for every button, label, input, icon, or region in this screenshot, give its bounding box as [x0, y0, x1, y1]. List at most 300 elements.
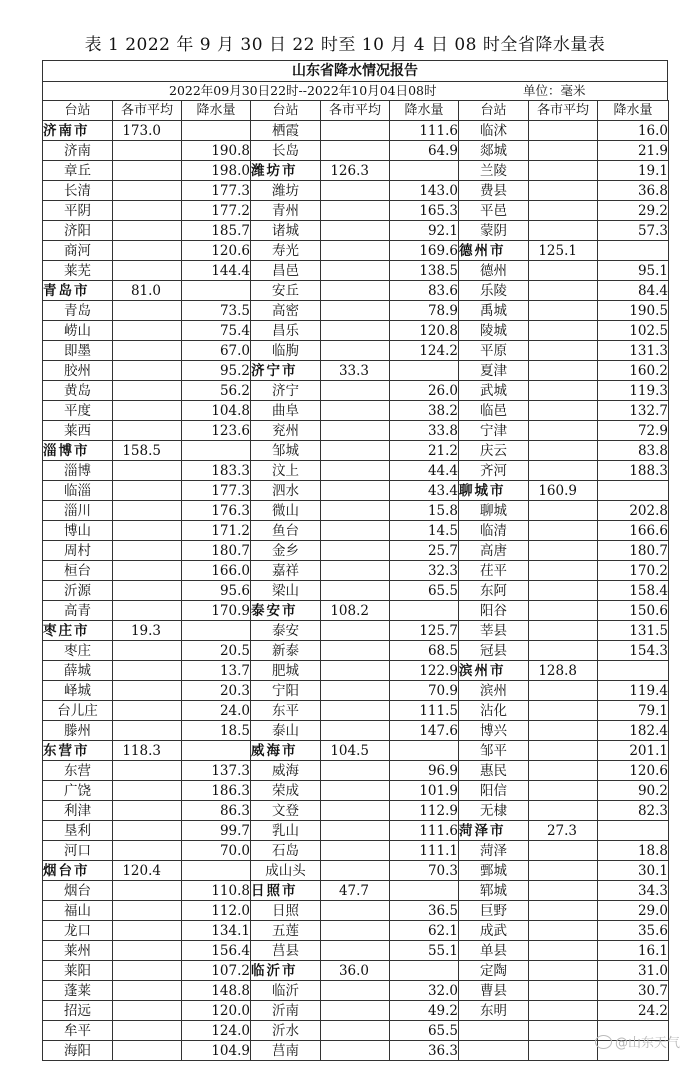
city-name: 聊城市: [459, 481, 529, 501]
city-average: [321, 561, 390, 581]
city-average: [113, 881, 182, 901]
rainfall-value: 16.1: [598, 941, 669, 961]
city-average: [321, 241, 390, 261]
rainfall-value: 64.9: [390, 141, 459, 161]
city-average: [113, 181, 182, 201]
city-average: [321, 801, 390, 821]
city-average: [321, 761, 390, 781]
city-average: [113, 481, 182, 501]
station-name: 单县: [459, 941, 529, 961]
rainfall-report-sheet: [42, 60, 668, 1061]
city-average: [321, 141, 390, 161]
station-name: 滕州: [43, 721, 113, 741]
city-average: [321, 1021, 390, 1041]
city-average: 120.4: [113, 861, 182, 881]
rainfall-value: 21.2: [390, 441, 459, 461]
table-row: [43, 841, 669, 861]
rainfall-value: 83.8: [598, 441, 669, 461]
city-average: [321, 1001, 390, 1021]
station-name: 诸城: [251, 221, 321, 241]
table-row: [43, 1001, 669, 1021]
station-name: 石岛: [251, 841, 321, 861]
table-row: [43, 581, 669, 601]
station-name: 文登: [251, 801, 321, 821]
table-row: [43, 601, 669, 621]
rainfall-value: 183.3: [182, 461, 251, 481]
station-name: 崂山: [43, 321, 113, 341]
city-average: [529, 501, 598, 521]
city-average: [529, 321, 598, 341]
city-average: [529, 401, 598, 421]
rainfall-value: 95.2: [182, 361, 251, 381]
city-average: [529, 701, 598, 721]
rainfall-value: 57.3: [598, 221, 669, 241]
city-average: 108.2: [321, 601, 390, 621]
city-average: [529, 721, 598, 741]
table-row: [43, 301, 669, 321]
station-name: 高密: [251, 301, 321, 321]
city-name: 济宁市: [251, 361, 321, 381]
city-average: 125.1: [529, 241, 598, 261]
city-average: [321, 201, 390, 221]
city-average: [113, 501, 182, 521]
city-average: [113, 561, 182, 581]
rainfall-value: 30.1: [598, 861, 669, 881]
table-row: [43, 781, 669, 801]
rainfall-value: 34.3: [598, 881, 669, 901]
rainfall-value: 49.2: [390, 1001, 459, 1021]
table-row: [43, 821, 669, 841]
station-name: 泰山: [251, 721, 321, 741]
rainfall-value: 73.5: [182, 301, 251, 321]
station-name: 定陶: [459, 961, 529, 981]
station-name: 青岛: [43, 301, 113, 321]
rainfall-value: 170.2: [598, 561, 669, 581]
rainfall-value: 14.5: [390, 521, 459, 541]
rainfall-value: 182.4: [598, 721, 669, 741]
rainfall-value: [598, 481, 669, 501]
city-average: [113, 161, 182, 181]
station-name: 莱芜: [43, 261, 113, 281]
station-name: 郯城: [459, 141, 529, 161]
rainfall-value: 177.2: [182, 201, 251, 221]
city-average: [529, 261, 598, 281]
station-name: 临邑: [459, 401, 529, 421]
station-name: 平度: [43, 401, 113, 421]
station-name: 夏津: [459, 361, 529, 381]
rainfall-value: 56.2: [182, 381, 251, 401]
rainfall-value: [390, 881, 459, 901]
city-average: [529, 361, 598, 381]
city-average: 47.7: [321, 881, 390, 901]
city-average: [321, 621, 390, 641]
city-average: [321, 541, 390, 561]
city-name: 菏泽市: [459, 821, 529, 841]
station-name: 博兴: [459, 721, 529, 741]
station-name: 长岛: [251, 141, 321, 161]
city-name: 青岛市: [43, 281, 113, 301]
station-name: 泗水: [251, 481, 321, 501]
station-name: 沂南: [251, 1001, 321, 1021]
rainfall-value: [390, 601, 459, 621]
station-name: 茌平: [459, 561, 529, 581]
rainfall-value: 67.0: [182, 341, 251, 361]
city-average: [321, 901, 390, 921]
rainfall-value: 25.7: [390, 541, 459, 561]
table-row: [43, 381, 669, 401]
table-row: [43, 541, 669, 561]
city-average: [529, 921, 598, 941]
city-average: [113, 901, 182, 921]
city-name: 威海市: [251, 741, 321, 761]
rainfall-value: 166.0: [182, 561, 251, 581]
rainfall-value: 18.5: [182, 721, 251, 741]
city-average: [529, 741, 598, 761]
station-name: 兖州: [251, 421, 321, 441]
table-row: [43, 261, 669, 281]
city-average: [321, 821, 390, 841]
rainfall-value: 68.5: [390, 641, 459, 661]
city-name: 淄博市: [43, 441, 113, 461]
rainfall-value: [390, 741, 459, 761]
rainfall-value: 180.7: [182, 541, 251, 561]
city-average: [529, 901, 598, 921]
table-row: [43, 441, 669, 461]
rainfall-value: 120.6: [598, 761, 669, 781]
city-average: [113, 261, 182, 281]
rainfall-table: [42, 100, 669, 1061]
rainfall-value: 20.3: [182, 681, 251, 701]
city-average: [529, 441, 598, 461]
station-name: 阳信: [459, 781, 529, 801]
rainfall-value: 38.2: [390, 401, 459, 421]
rainfall-value: 132.7: [598, 401, 669, 421]
city-average: [321, 701, 390, 721]
station-name: 东营: [43, 761, 113, 781]
city-average: [529, 1041, 598, 1061]
rainfall-value: 158.4: [598, 581, 669, 601]
table-row: [43, 801, 669, 821]
rainfall-value: [390, 361, 459, 381]
city-average: [529, 461, 598, 481]
station-name: 台儿庄: [43, 701, 113, 721]
station-name: 潍坊: [251, 181, 321, 201]
station-name: 博山: [43, 521, 113, 541]
table-row: [43, 421, 669, 441]
city-average: [321, 261, 390, 281]
rainfall-value: 112.9: [390, 801, 459, 821]
city-name: 德州市: [459, 241, 529, 261]
station-name: 荣成: [251, 781, 321, 801]
station-name: 成武: [459, 921, 529, 941]
city-average: [529, 881, 598, 901]
table-row: [43, 761, 669, 781]
city-average: [529, 421, 598, 441]
header-city-average: 各市平均: [113, 101, 182, 121]
table-row: [43, 961, 669, 981]
city-average: [113, 341, 182, 361]
station-name: 商河: [43, 241, 113, 261]
rainfall-value: 170.9: [182, 601, 251, 621]
station-name: 武城: [459, 381, 529, 401]
table-row: [43, 161, 669, 181]
city-name: 日照市: [251, 881, 321, 901]
rainfall-value: 95.6: [182, 581, 251, 601]
station-name: 平原: [459, 341, 529, 361]
city-average: 36.0: [321, 961, 390, 981]
rainfall-value: 36.3: [390, 1041, 459, 1061]
table-row: [43, 521, 669, 541]
city-name: 临沂市: [251, 961, 321, 981]
rainfall-value: 13.7: [182, 661, 251, 681]
station-name: 乐陵: [459, 281, 529, 301]
rainfall-value: 20.5: [182, 641, 251, 661]
table-row: [43, 561, 669, 581]
city-average: [529, 841, 598, 861]
city-average: 173.0: [113, 121, 182, 141]
city-average: [529, 181, 598, 201]
rainfall-value: [390, 961, 459, 981]
table-row: [43, 661, 669, 681]
table-row: [43, 1021, 669, 1041]
rainfall-value: 32.0: [390, 981, 459, 1001]
station-name: 利津: [43, 801, 113, 821]
rainfall-value: [182, 741, 251, 761]
rainfall-value: 134.1: [182, 921, 251, 941]
city-average: [113, 781, 182, 801]
rainfall-value: 131.3: [598, 341, 669, 361]
station-name: 临沭: [459, 121, 529, 141]
station-name: 蓬莱: [43, 981, 113, 1001]
station-name: 平阴: [43, 201, 113, 221]
city-average: [529, 561, 598, 581]
rainfall-value: 198.0: [182, 161, 251, 181]
city-average: [529, 621, 598, 641]
station-name: 昌乐: [251, 321, 321, 341]
city-average: [321, 301, 390, 321]
rainfall-value: 107.2: [182, 961, 251, 981]
rainfall-value: 75.4: [182, 321, 251, 341]
city-average: [321, 461, 390, 481]
rainfall-value: 112.0: [182, 901, 251, 921]
rainfall-value: 83.6: [390, 281, 459, 301]
city-average: [321, 861, 390, 881]
station-name: 广饶: [43, 781, 113, 801]
city-average: [113, 681, 182, 701]
city-average: [113, 801, 182, 821]
rainfall-value: 122.9: [390, 661, 459, 681]
station-name: 莒南: [251, 1041, 321, 1061]
city-average: [321, 641, 390, 661]
station-name: 东明: [459, 1001, 529, 1021]
station-name: 垦利: [43, 821, 113, 841]
rainfall-value: 190.5: [598, 301, 669, 321]
station-name: 金乡: [251, 541, 321, 561]
table-row: [43, 981, 669, 1001]
station-name: 嘉祥: [251, 561, 321, 581]
city-average: [321, 521, 390, 541]
city-average: [321, 381, 390, 401]
city-average: [321, 341, 390, 361]
station-name: 济南: [43, 141, 113, 161]
table-row: [43, 941, 669, 961]
station-name: 乳山: [251, 821, 321, 841]
city-average: [321, 581, 390, 601]
city-name: 潍坊市: [251, 161, 321, 181]
header-station: 台站: [43, 101, 113, 121]
station-name: 费县: [459, 181, 529, 201]
rainfall-value: 21.9: [598, 141, 669, 161]
station-name: 招远: [43, 1001, 113, 1021]
station-name: 福山: [43, 901, 113, 921]
station-name: 日照: [251, 901, 321, 921]
station-name: 河口: [43, 841, 113, 861]
city-average: 81.0: [113, 281, 182, 301]
rainfall-value: [182, 121, 251, 141]
station-name: 东阿: [459, 581, 529, 601]
city-average: [529, 681, 598, 701]
rainfall-value: 150.6: [598, 601, 669, 621]
rainfall-value: 180.7: [598, 541, 669, 561]
table-caption: 表 1 2022 年 9 月 30 日 22 时至 10 月 4 日 08 时全省降水量表: [84, 35, 606, 55]
table-row: [43, 361, 669, 381]
table-row: [43, 501, 669, 521]
city-average: [321, 781, 390, 801]
rainfall-value: 102.5: [598, 321, 669, 341]
city-average: [321, 661, 390, 681]
city-average: [529, 161, 598, 181]
table-row: [43, 701, 669, 721]
rainfall-value: 82.3: [598, 801, 669, 821]
city-average: 158.5: [113, 441, 182, 461]
rainfall-value: 156.4: [182, 941, 251, 961]
city-average: [321, 281, 390, 301]
city-average: [529, 1021, 598, 1041]
station-name: 临沂: [251, 981, 321, 1001]
rainfall-value: 65.5: [390, 581, 459, 601]
city-average: [113, 941, 182, 961]
city-average: [113, 321, 182, 341]
header-rainfall: 降水量: [598, 101, 669, 121]
header-station: 台站: [459, 101, 529, 121]
station-name: [459, 1041, 529, 1061]
station-name: 淄川: [43, 501, 113, 521]
city-average: [529, 641, 598, 661]
rainfall-value: 90.2: [598, 781, 669, 801]
city-average: [321, 981, 390, 1001]
city-name: 滨州市: [459, 661, 529, 681]
city-average: [113, 381, 182, 401]
station-name: 肥城: [251, 661, 321, 681]
rainfall-value: 84.4: [598, 281, 669, 301]
table-row: [43, 481, 669, 501]
rainfall-value: 29.2: [598, 201, 669, 221]
report-subheader: [42, 81, 668, 100]
rainfall-value: 104.9: [182, 1041, 251, 1061]
station-name: 邹城: [251, 441, 321, 461]
rainfall-value: 147.6: [390, 721, 459, 741]
rainfall-value: 124.2: [390, 341, 459, 361]
station-name: 莱西: [43, 421, 113, 441]
station-name: 惠民: [459, 761, 529, 781]
rainfall-value: 92.1: [390, 221, 459, 241]
station-name: 临朐: [251, 341, 321, 361]
city-average: [113, 581, 182, 601]
table-row: [43, 861, 669, 881]
city-average: [529, 541, 598, 561]
city-average: [113, 701, 182, 721]
report-date-range: 2022年09月30日22时--2022年10月04日08时: [169, 83, 437, 98]
city-average: [321, 441, 390, 461]
station-name: 菏泽: [459, 841, 529, 861]
rainfall-value: 78.9: [390, 301, 459, 321]
city-average: 19.3: [113, 621, 182, 641]
rainfall-value: 43.4: [390, 481, 459, 501]
city-average: [529, 1001, 598, 1021]
rainfall-value: 148.8: [182, 981, 251, 1001]
station-name: 昌邑: [251, 261, 321, 281]
rainfall-value: 29.0: [598, 901, 669, 921]
rainfall-value: 131.5: [598, 621, 669, 641]
city-average: [321, 401, 390, 421]
rainfall-value: 177.3: [182, 181, 251, 201]
city-average: [529, 201, 598, 221]
station-name: 禹城: [459, 301, 529, 321]
weibo-watermark: [595, 1032, 680, 1051]
station-name: 梁山: [251, 581, 321, 601]
city-average: [321, 681, 390, 701]
city-average: [113, 1001, 182, 1021]
rainfall-value: 104.8: [182, 401, 251, 421]
station-name: 蒙阴: [459, 221, 529, 241]
city-average: [321, 941, 390, 961]
city-average: [529, 121, 598, 141]
rainfall-value: 24.0: [182, 701, 251, 721]
station-name: 新泰: [251, 641, 321, 661]
rainfall-value: 111.1: [390, 841, 459, 861]
city-average: [113, 301, 182, 321]
station-name: 即墨: [43, 341, 113, 361]
station-name: 曹县: [459, 981, 529, 1001]
rainfall-value: 31.0: [598, 961, 669, 981]
city-average: [113, 721, 182, 741]
city-average: [113, 421, 182, 441]
rainfall-value: 79.1: [598, 701, 669, 721]
station-name: 泰安: [251, 621, 321, 641]
city-average: [113, 521, 182, 541]
header-rainfall: 降水量: [390, 101, 459, 121]
rainfall-value: 124.0: [182, 1021, 251, 1041]
table-row: [43, 341, 669, 361]
city-average: [321, 121, 390, 141]
rainfall-value: 111.6: [390, 821, 459, 841]
rainfall-value: 171.2: [182, 521, 251, 541]
rainfall-value: 137.3: [182, 761, 251, 781]
station-name: 鄄城: [459, 861, 529, 881]
station-name: 高青: [43, 601, 113, 621]
rainfall-value: 70.0: [182, 841, 251, 861]
station-name: 淄博: [43, 461, 113, 481]
rainfall-value: 120.0: [182, 1001, 251, 1021]
table-row: [43, 681, 669, 701]
station-name: 桓台: [43, 561, 113, 581]
rainfall-value: 96.9: [390, 761, 459, 781]
rainfall-value: 202.8: [598, 501, 669, 521]
station-name: 五莲: [251, 921, 321, 941]
city-average: 33.3: [321, 361, 390, 381]
city-average: [529, 981, 598, 1001]
rainfall-value: 55.1: [390, 941, 459, 961]
